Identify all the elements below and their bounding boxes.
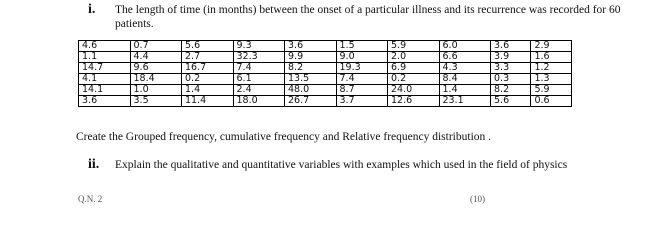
table-cell: 2.7 <box>182 52 234 63</box>
table-cell: 3.9 <box>491 52 531 63</box>
marks-label: (10) <box>470 194 485 204</box>
table-cell: 3.7 <box>336 96 388 107</box>
table-cell: 24.0 <box>388 85 440 96</box>
table-cell: 4.1 <box>79 74 131 85</box>
table-cell: 7.4 <box>336 74 388 85</box>
question-i-marker: i. <box>88 2 96 17</box>
table-cell: 0.2 <box>182 74 234 85</box>
table-cell: 8.2 <box>285 63 337 74</box>
table-cell: 2.0 <box>388 52 440 63</box>
table-cell: 3.6 <box>79 96 131 107</box>
question-i-text: The length of time (in months) between the onset of a particular illness and its recurrence was recorded for 60 patients. <box>115 4 621 30</box>
table-cell: 3.5 <box>130 96 182 107</box>
table-row <box>79 96 572 107</box>
table-cell: 6.0 <box>439 41 491 52</box>
table-cell: 12.6 <box>388 96 440 107</box>
table-cell: 0.6 <box>531 96 572 107</box>
table-cell: 9.6 <box>130 63 182 74</box>
table-cell: 0.3 <box>491 74 531 85</box>
question-ii-text: Explain the qualitative and quantitative variables with examples which used in the field of physics <box>115 159 568 171</box>
table-cell: 6.1 <box>233 74 285 85</box>
table-cell: 9.0 <box>336 52 388 63</box>
table-cell: 1.1 <box>79 52 131 63</box>
table-cell: 19.3 <box>336 63 388 74</box>
table-cell: 3.3 <box>491 63 531 74</box>
table-cell: 6.9 <box>388 63 440 74</box>
table-cell: 8.7 <box>336 85 388 96</box>
table-cell: 1.0 <box>130 85 182 96</box>
table-cell: 2.9 <box>531 41 572 52</box>
table-cell: 1.6 <box>531 52 572 63</box>
next-question-label: Q.N. 2 <box>78 194 103 204</box>
table-cell: 5.9 <box>388 41 440 52</box>
table-cell: 0.7 <box>130 41 182 52</box>
table-cell: 7.4 <box>233 63 285 74</box>
table-cell: 1.2 <box>531 63 572 74</box>
table-row <box>79 52 572 63</box>
table-row <box>79 85 572 96</box>
table-cell: 13.5 <box>285 74 337 85</box>
table-cell: 18.4 <box>130 74 182 85</box>
table-cell: 8.2 <box>491 85 531 96</box>
table-cell: 2.4 <box>233 85 285 96</box>
table-cell: 9.3 <box>233 41 285 52</box>
instruction-text: Create the Grouped frequency, cumulative frequency and Relative frequency distribution . <box>76 131 492 143</box>
table-cell: 1.5 <box>336 41 388 52</box>
table-cell: 5.6 <box>491 96 531 107</box>
table-row <box>79 74 572 85</box>
table-row <box>79 63 572 74</box>
table-cell: 3.6 <box>491 41 531 52</box>
table-cell: 1.4 <box>182 85 234 96</box>
table-cell: 23.1 <box>439 96 491 107</box>
table-cell: 0.2 <box>388 74 440 85</box>
question-ii-marker: ii. <box>88 157 100 172</box>
data-table <box>78 40 572 107</box>
table-cell: 8.4 <box>439 74 491 85</box>
table-cell: 1.4 <box>439 85 491 96</box>
table-cell: 11.4 <box>182 96 234 107</box>
table-cell: 32.3 <box>233 52 285 63</box>
table-cell: 4.4 <box>130 52 182 63</box>
table-cell: 18.0 <box>233 96 285 107</box>
table-cell: 5.9 <box>531 85 572 96</box>
table-cell: 3.6 <box>285 41 337 52</box>
table-cell: 14.7 <box>79 63 131 74</box>
table-cell: 6.6 <box>439 52 491 63</box>
table-cell: 4.3 <box>439 63 491 74</box>
table-cell: 26.7 <box>285 96 337 107</box>
table-cell: 9.9 <box>285 52 337 63</box>
table-cell: 14.1 <box>79 85 131 96</box>
table-cell: 1.3 <box>531 74 572 85</box>
table-cell: 5.6 <box>182 41 234 52</box>
table-cell: 4.6 <box>79 41 131 52</box>
table-cell: 48.0 <box>285 85 337 96</box>
table-row <box>79 41 572 52</box>
table-cell: 16.7 <box>182 63 234 74</box>
